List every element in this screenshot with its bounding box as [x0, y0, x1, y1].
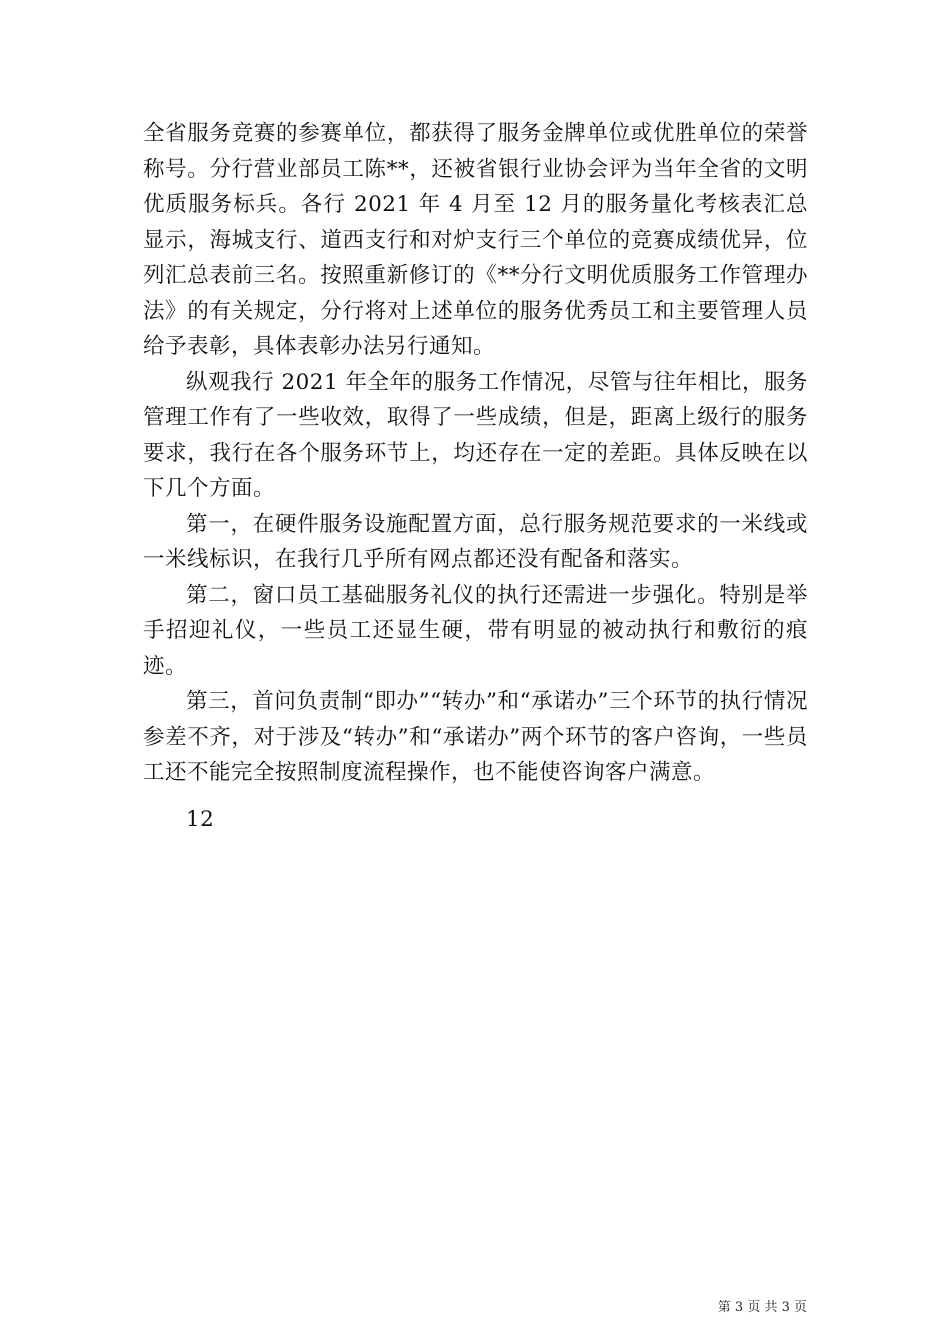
paragraph-point-two: 第二，窗口员工基础服务礼仪的执行还需进一步强化。特别是举手招迎礼仪，一些员工还显生硬，带有明显的被动执行和敷衍的痕迹。: [143, 582, 808, 679]
document-body: [143, 116, 808, 837]
paragraph-point-one: 第一，在硬件服务设施配置方面，总行服务规范要求的一米线或一米线标识，在我行几乎所有网点都还没有配备和落实。: [143, 511, 808, 572]
paragraph-point-three: 第三，首问负责制“即办”“转办”和“承诺办”三个环节的执行情况参差不齐，对于涉及“转办”和“承诺办”两个环节的客户咨询，一些员工还不能完全按照制度流程操作，也不能使咨询客户满意。: [143, 689, 808, 785]
inline-page-marker: 12: [186, 806, 215, 832]
page-footer: [718, 1300, 807, 1316]
paragraph-honors: 全省服务竞赛的参赛单位，都获得了服务金牌单位或优胜单位的荣誉称号。分行营业部员工陈**，还被省银行业协会评为当年全省的文明优质服务标兵。各行 2021 年 4 月至 12 月的服务量化考核表汇总显示，海城支行、道西支行和对炉支行三个单位的竞赛成绩优异，位列汇总表前三名。按照重新修订的《**分行文明优质服务工作管理办法》的有关规定，分行将对上述单位的服务优秀员工和主要管理人员给予表彰，具体表彰办法另行通知。: [143, 121, 808, 359]
page-indicator: 第 3 页 共 3 页: [717, 1300, 807, 1315]
paragraph-annual-review: 纵观我行 2021 年全年的服务工作情况，尽管与往年相比，服务管理工作有了一些收效，取得了一些成绩，但是，距离上级行的服务要求，我行在各个服务环节上，均还存在一定的差距。具体反映在以下几个方面。: [143, 369, 808, 501]
